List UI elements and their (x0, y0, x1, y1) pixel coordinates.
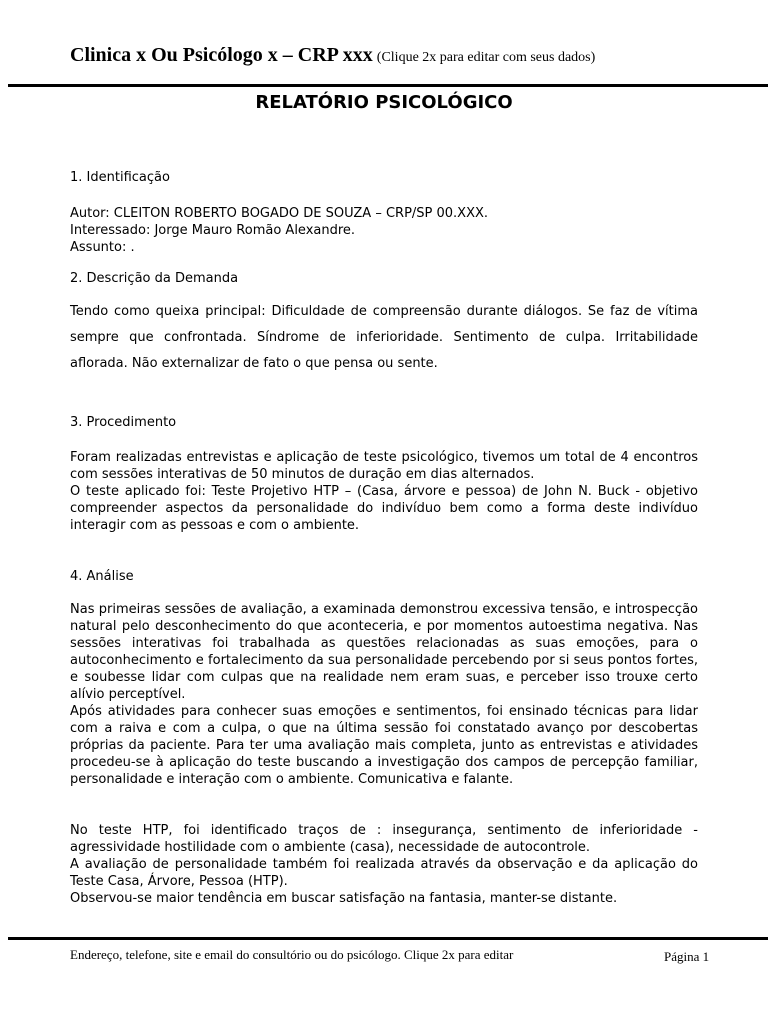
page-number: Página 1 (664, 949, 710, 964)
header-title: Clinica x Ou Psicólogo x – CRP xxx (70, 44, 373, 66)
section-heading-identificacao: 1. Identificação (70, 170, 170, 185)
header-edit-note: (Clique 2x para editar com seus dados) (376, 50, 596, 65)
identification-block (70, 205, 698, 256)
procedimento-paragraph-2: O teste aplicado foi: Teste Projetivo HTP – (Casa, árvore e pessoa) de John N. Buck - objetivo compreender aspectos da personalidade do indivíduo bem como a forma deste indivíduo interagir com as pessoas e com o ambiente. (70, 484, 698, 533)
demanda-paragraph: Tendo como queixa principal: Dificuldade de compreensão durante diálogos. Se faz de vítima sempre que confrontada. Síndrome de inferioridade. Sentimento de culpa. Irritabilidade aflorada. Não externalizar de fato o que pensa ou sente. (70, 304, 698, 371)
footer-contact[interactable]: Endereço, telefone, site e email do consultório ou do psicólogo. Clique 2x para editar (70, 947, 514, 962)
procedimento-block (70, 449, 698, 534)
analise-paragraph-5: Observou-se maior tendência em buscar satisfação na fantasia, manter-se distante. (70, 891, 618, 906)
section-heading-analise: 4. Análise (70, 569, 134, 584)
section-heading-demanda: 2. Descrição da Demanda (70, 271, 239, 286)
analise-paragraph-1: Nas primeiras sessões de avaliação, a examinada demonstrou excessiva tensão, e introspecção natural pelo desconhecimento do que aconteceria, e por momentos autoestima negativa. Nas sessões interativas foi trabalhada as questões relacionadas as suas emoções, para o autoconhecimento e fortalecimento da sua personalidade percebendo por si seus pontos fortes, e soubesse lidar com culpas que na realidade nem eram suas, e perceber isso trouxe certo alívio perceptível. (70, 602, 698, 702)
author-line: Autor: CLEITON ROBERTO BOGADO DE SOUZA – CRP/SP 00.XXX. (70, 206, 489, 221)
analise-paragraph-4: A avaliação de personalidade também foi realizada através da observação e da aplicação do Teste Casa, Árvore, Pessoa (HTP). (70, 857, 698, 889)
page-header[interactable] (70, 44, 595, 67)
analise-paragraph-3: No teste HTP, foi identificado traços de : insegurança, sentimento de inferioridade - agressividade hostilidade com o ambiente (casa), necessidade de autocontrole. (70, 823, 698, 855)
analise-block-2 (70, 822, 698, 907)
interested-line: Interessado: Jorge Mauro Romão Alexandre. (70, 223, 356, 238)
footer-divider (8, 937, 768, 940)
analise-block-1 (70, 601, 698, 788)
section-heading-procedimento: 3. Procedimento (70, 415, 177, 430)
header-divider (8, 84, 768, 87)
subject-line: Assunto: . (70, 240, 135, 255)
analise-paragraph-2: Após atividades para conhecer suas emoções e sentimentos, foi ensinado técnicas para lidar com a raiva e com a culpa, o que na última sessão foi constatado avanço por descobertas próprias da paciente. Para ter uma avaliação mais completa, junto as entrevistas e atividades procedeu-se à aplicação do teste buscando a investigação dos campos de percepção familiar, personalidade e interação com o ambiente. Comunicativa e falante. (70, 704, 698, 787)
procedimento-paragraph-1: Foram realizadas entrevistas e aplicação de teste psicológico, tivemos um total de 4 encontros com sessões interativas de 50 minutos de duração em dias alternados. (70, 450, 698, 482)
document-title: RELATÓRIO PSICOLÓGICO (255, 92, 513, 113)
